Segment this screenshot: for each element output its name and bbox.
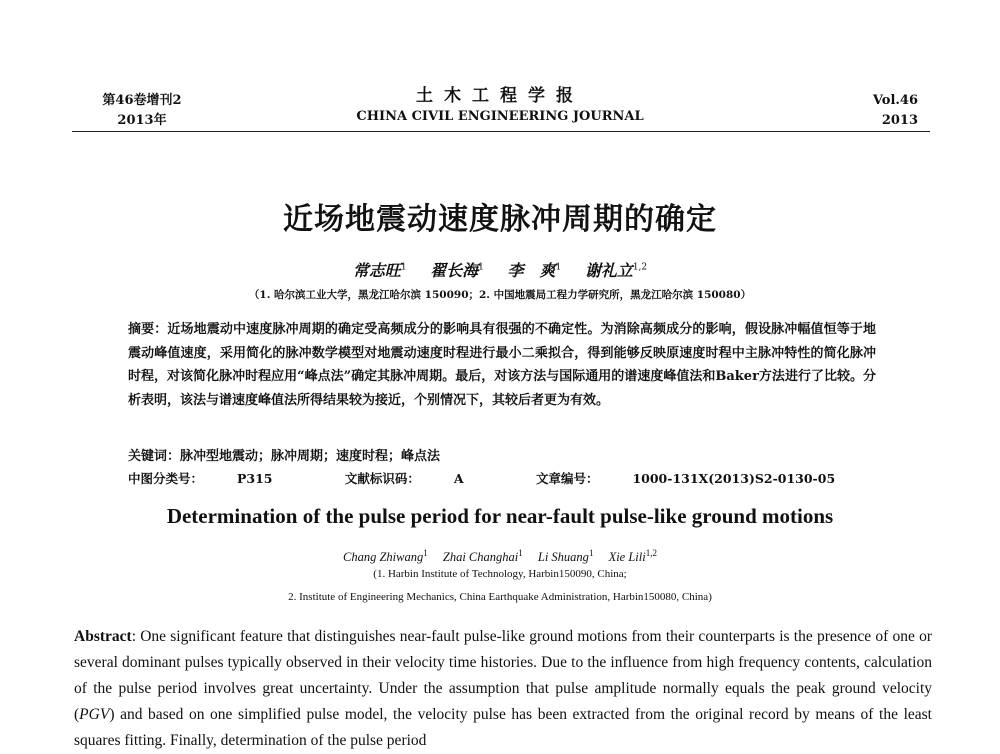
volume-en: Vol.46 bbox=[872, 93, 918, 108]
author-cn: 常志旺$^1$ bbox=[352, 261, 407, 280]
affiliation-en-1: (1. Harbin Institute of Technology, Harbin150090, China; bbox=[373, 568, 627, 580]
author-cn: 翟长海$^1$ bbox=[430, 261, 484, 280]
clc-number: 中图分类号： P315 bbox=[128, 471, 273, 486]
keywords-cn-label: 关键词： bbox=[128, 449, 181, 464]
affiliation-cn: （1. 哈尔滨工业大学，黑龙江哈尔滨 150090；2. 中国地震局工程力学研究所，黑龙江哈尔滨 150080） bbox=[248, 289, 752, 301]
paper-title-cn: 近场地震动速度脉冲周期的确定 bbox=[283, 202, 717, 237]
classification-line bbox=[128, 469, 876, 487]
abstract-en-text-cont: ) and based on one simplified pulse model, the velocity pulse has been extracted from the original record by means of the least squares fitting. Finally, determination of the pulse period bbox=[74, 706, 932, 749]
paper-title-en: Determination of the pulse period for near-fault pulse-like ground motions bbox=[166, 504, 834, 528]
journal-title-en: CHINA CIVIL ENGINEERING JOURNAL bbox=[356, 109, 644, 124]
journal-title-cn: 土木工程学报 bbox=[416, 86, 584, 106]
abstract-en-label: Abstract bbox=[74, 628, 132, 645]
author-en: Li Shuang$^1$ bbox=[537, 548, 594, 565]
author-en: Chang Zhiwang$^1$ bbox=[343, 548, 428, 565]
author-en: Zhai Changhai$^1$ bbox=[442, 548, 523, 565]
keywords-cn bbox=[128, 445, 876, 464]
header-divider bbox=[72, 131, 930, 132]
author-en: Xie Lili$^{1,2}$ bbox=[608, 548, 657, 565]
abstract-en bbox=[74, 624, 932, 754]
abstract-cn bbox=[128, 318, 876, 412]
affiliation-en-2: 2. Institute of Engineering Mechanics, China Earthquake Administration, Harbin150080, China) bbox=[288, 591, 712, 603]
article-number: 文章编号： 1000-131X(2013)S2-0130-05 bbox=[535, 471, 836, 486]
abstract-cn-text: 近场地震动中速度脉冲周期的确定受高频成分的影响具有很强的不确定性。为消除高频成分的影响，假设脉冲幅值恒等于地震动峰值速度，采用简化的脉冲数学模型对地震动速度时程进行最小二乘拟合，得到能够反映原速度时程中主脉冲特性的简化脉冲时程，对该简化脉冲时程应用“峰点法”确定其脉冲周期。最后，对该方法与国际通用的谱速度峰值法和Baker方法进行了比较。分析表明，该法与谱速度峰值法所得结果较为接近，个别情况下，其较后者更为有效。 bbox=[128, 322, 876, 408]
authors-en bbox=[0, 548, 1000, 565]
abstract-en-pgv: PGV bbox=[79, 706, 110, 723]
publication-year: 2013年 bbox=[117, 113, 167, 128]
author-cn: 谢礼立$^{1,2}$ bbox=[584, 261, 648, 280]
journal-volume-info bbox=[90, 91, 194, 131]
abstract-en-text: : One significant feature that distinguishes near-fault pulse-like ground motions from their counterparts is the presence of one or several dominant pulses typically observed in their velocity time histories. Due to the influence from high frequency contents, calculation of the pulse period involves great uncertainty. Under the assumption that pulse amplitude normally equals the peak ground velocity ( bbox=[74, 628, 932, 723]
volume-issue: 第46卷增刊2 bbox=[102, 93, 182, 108]
journal-title bbox=[300, 85, 700, 127]
abstract-cn-label: 摘要： bbox=[128, 322, 168, 337]
year-en: 2013 bbox=[881, 113, 918, 128]
journal-volume-info-en bbox=[836, 91, 918, 131]
authors-cn bbox=[0, 258, 1000, 281]
author-cn: 李 爽$^1$ bbox=[507, 261, 562, 280]
keywords-cn-text: 脉冲型地震动；脉冲周期；速度时程；峰点法 bbox=[180, 449, 441, 464]
document-code: 文献标识码： A bbox=[344, 471, 464, 486]
